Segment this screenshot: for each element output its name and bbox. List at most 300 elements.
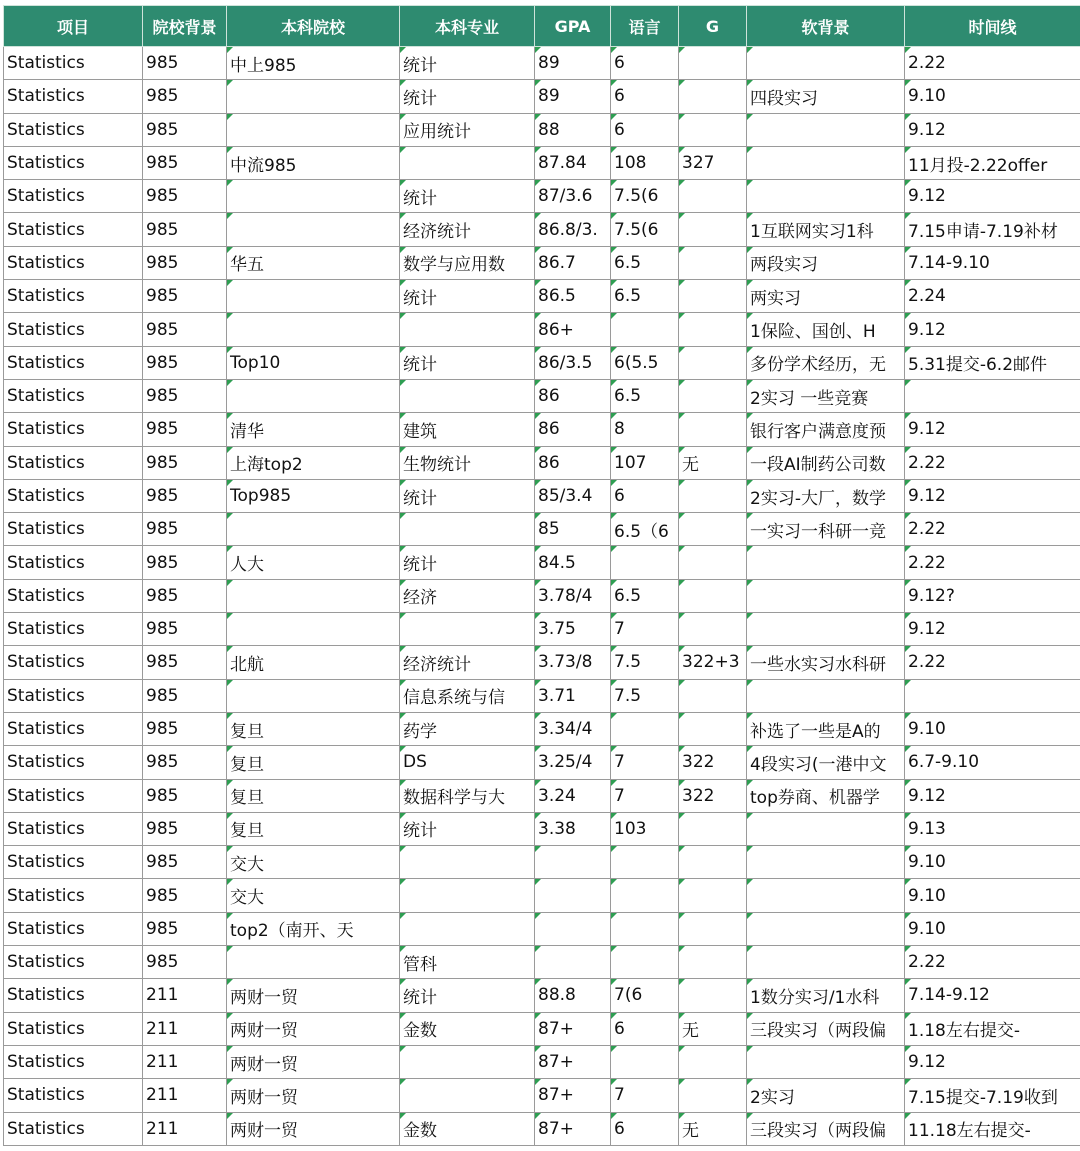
cell-undergrad-school[interactable]: 上海top2 (227, 446, 400, 479)
cell-project[interactable]: Statistics (4, 613, 143, 646)
cell-undergrad-major[interactable] (400, 513, 535, 546)
cell-project[interactable]: Statistics (4, 1112, 143, 1145)
cell-soft-background[interactable]: 2实习 一些竞赛 (747, 379, 905, 412)
cell-gpa[interactable]: 87/3.6 (535, 180, 611, 213)
cell-undergrad-school[interactable]: 中上985 (227, 47, 400, 80)
cell-undergrad-school[interactable]: 复旦 (227, 812, 400, 845)
cell-soft-background[interactable] (747, 846, 905, 879)
cell-gre[interactable] (679, 879, 747, 912)
cell-undergrad-major[interactable] (400, 313, 535, 346)
cell-timeline[interactable]: 9.10 (905, 912, 1080, 945)
cell-soft-background[interactable] (747, 879, 905, 912)
cell-school-tier[interactable]: 985 (143, 446, 227, 479)
cell-project[interactable]: Statistics (4, 712, 143, 745)
cell-undergrad-school[interactable] (227, 280, 400, 313)
cell-language[interactable]: 7(6 (611, 979, 679, 1012)
cell-undergrad-school[interactable]: 人大 (227, 546, 400, 579)
cell-soft-background[interactable]: 4段实习(一港中文 (747, 746, 905, 779)
cell-undergrad-school[interactable]: Top10 (227, 346, 400, 379)
cell-project[interactable]: Statistics (4, 879, 143, 912)
cell-undergrad-major[interactable]: 统计 (400, 979, 535, 1012)
cell-project[interactable]: Statistics (4, 280, 143, 313)
cell-language[interactable]: 6 (611, 1112, 679, 1145)
cell-gpa[interactable]: 3.78/4 (535, 579, 611, 612)
cell-soft-background[interactable] (747, 180, 905, 213)
cell-undergrad-major[interactable]: 统计 (400, 80, 535, 113)
cell-language[interactable]: 6(5.5 (611, 346, 679, 379)
cell-soft-background[interactable] (747, 546, 905, 579)
cell-undergrad-school[interactable]: 交大 (227, 879, 400, 912)
cell-language[interactable]: 7.5(6 (611, 180, 679, 213)
cell-undergrad-major[interactable]: 统计 (400, 180, 535, 213)
cell-timeline[interactable] (905, 379, 1080, 412)
cell-project[interactable]: Statistics (4, 1079, 143, 1112)
cell-undergrad-school[interactable] (227, 313, 400, 346)
cell-gpa[interactable]: 86 (535, 379, 611, 412)
cell-language[interactable]: 6 (611, 47, 679, 80)
cell-gre[interactable]: 无 (679, 446, 747, 479)
cell-soft-background[interactable]: 2实习-大厂，数学 (747, 479, 905, 512)
cell-timeline[interactable]: 2.22 (905, 446, 1080, 479)
cell-undergrad-major[interactable] (400, 613, 535, 646)
cell-undergrad-school[interactable] (227, 579, 400, 612)
cell-gre[interactable] (679, 47, 747, 80)
cell-undergrad-school[interactable]: 中流985 (227, 146, 400, 179)
cell-soft-background[interactable]: 两段实习 (747, 246, 905, 279)
cell-undergrad-school[interactable]: Top985 (227, 479, 400, 512)
cell-undergrad-major[interactable]: 统计 (400, 479, 535, 512)
cell-gpa[interactable]: 86+ (535, 313, 611, 346)
cell-gpa[interactable]: 86.7 (535, 246, 611, 279)
cell-school-tier[interactable]: 985 (143, 213, 227, 246)
header-timeline[interactable]: 时间线 (905, 6, 1080, 47)
cell-project[interactable]: Statistics (4, 446, 143, 479)
cell-project[interactable]: Statistics (4, 379, 143, 412)
cell-timeline[interactable]: 5.31提交-6.2邮件 (905, 346, 1080, 379)
cell-gre[interactable] (679, 413, 747, 446)
cell-gre[interactable] (679, 246, 747, 279)
cell-gre[interactable] (679, 812, 747, 845)
cell-gpa[interactable]: 85/3.4 (535, 479, 611, 512)
cell-gre[interactable] (679, 280, 747, 313)
cell-undergrad-school[interactable] (227, 113, 400, 146)
cell-project[interactable]: Statistics (4, 146, 143, 179)
cell-undergrad-major[interactable]: 经济统计 (400, 213, 535, 246)
cell-soft-background[interactable] (747, 146, 905, 179)
cell-school-tier[interactable]: 985 (143, 646, 227, 679)
cell-gpa[interactable]: 87+ (535, 1012, 611, 1045)
cell-undergrad-school[interactable] (227, 180, 400, 213)
cell-undergrad-major[interactable] (400, 879, 535, 912)
cell-timeline[interactable]: 2.24 (905, 280, 1080, 313)
cell-language[interactable] (611, 912, 679, 945)
cell-gpa[interactable]: 3.73/8 (535, 646, 611, 679)
header-gre[interactable]: G (679, 6, 747, 47)
cell-gre[interactable] (679, 712, 747, 745)
cell-undergrad-major[interactable] (400, 846, 535, 879)
cell-timeline[interactable]: 9.10 (905, 712, 1080, 745)
cell-undergrad-school[interactable]: 复旦 (227, 746, 400, 779)
cell-timeline[interactable]: 6.7-9.10 (905, 746, 1080, 779)
cell-project[interactable]: Statistics (4, 779, 143, 812)
cell-school-tier[interactable]: 985 (143, 579, 227, 612)
cell-project[interactable]: Statistics (4, 246, 143, 279)
cell-gpa[interactable]: 86.5 (535, 280, 611, 313)
cell-gpa[interactable] (535, 912, 611, 945)
cell-timeline[interactable]: 7.15申请-7.19补材 (905, 213, 1080, 246)
cell-school-tier[interactable]: 985 (143, 946, 227, 979)
cell-soft-background[interactable]: 1互联网实习1科 (747, 213, 905, 246)
cell-school-tier[interactable]: 985 (143, 712, 227, 745)
cell-timeline[interactable] (905, 679, 1080, 712)
cell-undergrad-major[interactable]: 管科 (400, 946, 535, 979)
cell-language[interactable]: 7.5 (611, 646, 679, 679)
cell-gpa[interactable]: 88.8 (535, 979, 611, 1012)
cell-school-tier[interactable]: 985 (143, 280, 227, 313)
cell-project[interactable]: Statistics (4, 213, 143, 246)
cell-project[interactable]: Statistics (4, 679, 143, 712)
cell-school-tier[interactable]: 985 (143, 47, 227, 80)
cell-language[interactable] (611, 546, 679, 579)
cell-undergrad-school[interactable]: 两财一贸 (227, 1112, 400, 1145)
cell-gpa[interactable]: 87+ (535, 1112, 611, 1145)
cell-soft-background[interactable]: 一实习一科研一竞 (747, 513, 905, 546)
cell-undergrad-school[interactable]: 交大 (227, 846, 400, 879)
cell-gpa[interactable]: 3.71 (535, 679, 611, 712)
cell-undergrad-major[interactable] (400, 912, 535, 945)
cell-gpa[interactable]: 3.34/4 (535, 712, 611, 745)
cell-timeline[interactable]: 2.22 (905, 47, 1080, 80)
cell-gpa[interactable] (535, 946, 611, 979)
cell-school-tier[interactable]: 985 (143, 113, 227, 146)
cell-school-tier[interactable]: 211 (143, 979, 227, 1012)
cell-timeline[interactable]: 9.12 (905, 479, 1080, 512)
cell-timeline[interactable]: 9.12 (905, 180, 1080, 213)
cell-school-tier[interactable]: 211 (143, 1045, 227, 1078)
cell-school-tier[interactable]: 985 (143, 479, 227, 512)
cell-undergrad-major[interactable]: 金数 (400, 1012, 535, 1045)
cell-project[interactable]: Statistics (4, 646, 143, 679)
cell-soft-background[interactable]: 1保险、国创、H (747, 313, 905, 346)
cell-undergrad-school[interactable]: 两财一贸 (227, 979, 400, 1012)
cell-gre[interactable] (679, 912, 747, 945)
cell-gre[interactable] (679, 846, 747, 879)
cell-gpa[interactable]: 85 (535, 513, 611, 546)
cell-project[interactable]: Statistics (4, 946, 143, 979)
cell-soft-background[interactable] (747, 812, 905, 845)
cell-language[interactable]: 6.5（6 (611, 513, 679, 546)
cell-soft-background[interactable] (747, 113, 905, 146)
cell-school-tier[interactable]: 985 (143, 679, 227, 712)
cell-undergrad-major[interactable]: 数学与应用数 (400, 246, 535, 279)
cell-undergrad-school[interactable] (227, 513, 400, 546)
header-gpa[interactable]: GPA (535, 6, 611, 47)
cell-gpa[interactable]: 86/3.5 (535, 346, 611, 379)
cell-undergrad-major[interactable]: 统计 (400, 812, 535, 845)
cell-undergrad-major[interactable]: 统计 (400, 47, 535, 80)
cell-timeline[interactable]: 9.12 (905, 1045, 1080, 1078)
cell-project[interactable]: Statistics (4, 846, 143, 879)
cell-soft-background[interactable]: 补选了一些是A的 (747, 712, 905, 745)
cell-soft-background[interactable]: 一段AI制药公司数 (747, 446, 905, 479)
cell-timeline[interactable]: 9.12 (905, 779, 1080, 812)
cell-project[interactable]: Statistics (4, 479, 143, 512)
cell-gpa[interactable]: 88 (535, 113, 611, 146)
cell-school-tier[interactable]: 985 (143, 246, 227, 279)
cell-soft-background[interactable]: 一些水实习水科研 (747, 646, 905, 679)
cell-soft-background[interactable] (747, 1045, 905, 1078)
cell-gpa[interactable]: 3.25/4 (535, 746, 611, 779)
cell-language[interactable]: 8 (611, 413, 679, 446)
cell-timeline[interactable]: 9.10 (905, 879, 1080, 912)
cell-undergrad-major[interactable]: 药学 (400, 712, 535, 745)
cell-gpa[interactable]: 89 (535, 47, 611, 80)
cell-language[interactable]: 6.5 (611, 379, 679, 412)
cell-undergrad-school[interactable] (227, 613, 400, 646)
cell-gre[interactable] (679, 180, 747, 213)
cell-language[interactable]: 6.5 (611, 246, 679, 279)
cell-language[interactable]: 7 (611, 1079, 679, 1112)
cell-timeline[interactable]: 2.22 (905, 946, 1080, 979)
cell-soft-background[interactable] (747, 47, 905, 80)
cell-gre[interactable]: 322 (679, 779, 747, 812)
cell-gpa[interactable]: 86 (535, 446, 611, 479)
cell-timeline[interactable]: 7.14-9.12 (905, 979, 1080, 1012)
cell-school-tier[interactable]: 985 (143, 879, 227, 912)
cell-project[interactable]: Statistics (4, 513, 143, 546)
cell-soft-background[interactable]: 多份学术经历，无 (747, 346, 905, 379)
cell-soft-background[interactable] (747, 613, 905, 646)
cell-project[interactable]: Statistics (4, 1045, 143, 1078)
cell-project[interactable]: Statistics (4, 180, 143, 213)
cell-soft-background[interactable] (747, 679, 905, 712)
cell-soft-background[interactable]: 三段实习（两段偏 (747, 1012, 905, 1045)
cell-gre[interactable]: 322 (679, 746, 747, 779)
cell-school-tier[interactable]: 985 (143, 80, 227, 113)
cell-language[interactable]: 7.5 (611, 679, 679, 712)
cell-gre[interactable] (679, 379, 747, 412)
cell-soft-background[interactable] (747, 579, 905, 612)
cell-school-tier[interactable]: 985 (143, 746, 227, 779)
cell-gre[interactable] (679, 613, 747, 646)
cell-gre[interactable]: 327 (679, 146, 747, 179)
cell-timeline[interactable]: 9.12 (905, 613, 1080, 646)
cell-language[interactable]: 103 (611, 812, 679, 845)
cell-timeline[interactable]: 2.22 (905, 546, 1080, 579)
cell-language[interactable]: 7 (611, 746, 679, 779)
cell-undergrad-school[interactable] (227, 679, 400, 712)
cell-project[interactable]: Statistics (4, 313, 143, 346)
cell-language[interactable]: 107 (611, 446, 679, 479)
cell-undergrad-school[interactable]: 复旦 (227, 712, 400, 745)
cell-project[interactable]: Statistics (4, 113, 143, 146)
cell-language[interactable]: 6 (611, 1012, 679, 1045)
cell-project[interactable]: Statistics (4, 912, 143, 945)
cell-language[interactable] (611, 946, 679, 979)
cell-undergrad-major[interactable]: 建筑 (400, 413, 535, 446)
cell-timeline[interactable]: 2.22 (905, 513, 1080, 546)
cell-undergrad-major[interactable]: 统计 (400, 346, 535, 379)
cell-school-tier[interactable]: 985 (143, 812, 227, 845)
cell-school-tier[interactable]: 985 (143, 413, 227, 446)
cell-timeline[interactable]: 7.15提交-7.19收到 (905, 1079, 1080, 1112)
cell-undergrad-school[interactable]: 两财一贸 (227, 1012, 400, 1045)
cell-gre[interactable] (679, 113, 747, 146)
cell-school-tier[interactable]: 985 (143, 180, 227, 213)
cell-school-tier[interactable]: 211 (143, 1079, 227, 1112)
cell-language[interactable]: 7 (611, 613, 679, 646)
cell-undergrad-major[interactable]: 生物统计 (400, 446, 535, 479)
cell-language[interactable]: 6 (611, 80, 679, 113)
cell-timeline[interactable]: 9.12 (905, 113, 1080, 146)
cell-gpa[interactable]: 87+ (535, 1079, 611, 1112)
cell-project[interactable]: Statistics (4, 346, 143, 379)
cell-undergrad-major[interactable]: 经济统计 (400, 646, 535, 679)
cell-school-tier[interactable]: 985 (143, 846, 227, 879)
cell-undergrad-major[interactable] (400, 379, 535, 412)
cell-gpa[interactable] (535, 879, 611, 912)
cell-timeline[interactable]: 7.14-9.10 (905, 246, 1080, 279)
cell-project[interactable]: Statistics (4, 746, 143, 779)
cell-gre[interactable] (679, 946, 747, 979)
cell-undergrad-major[interactable]: 经济 (400, 579, 535, 612)
cell-undergrad-school[interactable]: 北航 (227, 646, 400, 679)
cell-school-tier[interactable]: 985 (143, 379, 227, 412)
cell-gre[interactable]: 322+3 (679, 646, 747, 679)
cell-project[interactable]: Statistics (4, 546, 143, 579)
cell-timeline[interactable]: 11.18左右提交- (905, 1112, 1080, 1145)
cell-timeline[interactable]: 9.12 (905, 313, 1080, 346)
cell-language[interactable] (611, 846, 679, 879)
cell-gpa[interactable]: 86.8/3. (535, 213, 611, 246)
cell-gpa[interactable]: 87.84 (535, 146, 611, 179)
cell-undergrad-major[interactable] (400, 1045, 535, 1078)
cell-language[interactable] (611, 712, 679, 745)
cell-project[interactable]: Statistics (4, 1012, 143, 1045)
cell-gre[interactable] (679, 346, 747, 379)
header-project[interactable]: 项目 (4, 6, 143, 47)
cell-language[interactable]: 6.5 (611, 579, 679, 612)
cell-gpa[interactable]: 84.5 (535, 546, 611, 579)
cell-gpa[interactable]: 89 (535, 80, 611, 113)
cell-soft-background[interactable] (747, 912, 905, 945)
cell-undergrad-major[interactable]: 金数 (400, 1112, 535, 1145)
cell-gpa[interactable] (535, 846, 611, 879)
cell-language[interactable]: 7 (611, 779, 679, 812)
cell-undergrad-major[interactable]: 统计 (400, 280, 535, 313)
cell-undergrad-major[interactable]: 应用统计 (400, 113, 535, 146)
cell-timeline[interactable]: 9.10 (905, 80, 1080, 113)
cell-undergrad-school[interactable]: 华五 (227, 246, 400, 279)
cell-gre[interactable]: 无 (679, 1112, 747, 1145)
cell-language[interactable] (611, 879, 679, 912)
cell-soft-background[interactable]: top券商、机器学 (747, 779, 905, 812)
cell-undergrad-school[interactable]: 清华 (227, 413, 400, 446)
cell-language[interactable]: 6.5 (611, 280, 679, 313)
cell-school-tier[interactable]: 211 (143, 1112, 227, 1145)
cell-timeline[interactable]: 2.22 (905, 646, 1080, 679)
cell-undergrad-major[interactable]: 数据科学与大 (400, 779, 535, 812)
cell-school-tier[interactable]: 211 (143, 1012, 227, 1045)
cell-undergrad-school[interactable]: 两财一贸 (227, 1045, 400, 1078)
cell-soft-background[interactable]: 1数分实习/1水科 (747, 979, 905, 1012)
cell-timeline[interactable]: 11月投-2.22offer (905, 146, 1080, 179)
cell-gpa[interactable]: 87+ (535, 1045, 611, 1078)
cell-project[interactable]: Statistics (4, 413, 143, 446)
cell-school-tier[interactable]: 985 (143, 546, 227, 579)
cell-soft-background[interactable]: 三段实习（两段偏 (747, 1112, 905, 1145)
cell-school-tier[interactable]: 985 (143, 912, 227, 945)
cell-undergrad-major[interactable]: 信息系统与信 (400, 679, 535, 712)
cell-gpa[interactable]: 3.24 (535, 779, 611, 812)
header-undergrad-school[interactable]: 本科院校 (227, 6, 400, 47)
cell-language[interactable]: 7.5(6 (611, 213, 679, 246)
cell-undergrad-school[interactable]: 复旦 (227, 779, 400, 812)
cell-gre[interactable] (679, 1079, 747, 1112)
header-language[interactable]: 语言 (611, 6, 679, 47)
cell-gre[interactable] (679, 546, 747, 579)
cell-soft-background[interactable]: 四段实习 (747, 80, 905, 113)
cell-gpa[interactable]: 86 (535, 413, 611, 446)
cell-soft-background[interactable]: 银行客户满意度预 (747, 413, 905, 446)
cell-undergrad-major[interactable] (400, 1079, 535, 1112)
cell-language[interactable]: 108 (611, 146, 679, 179)
cell-undergrad-school[interactable] (227, 379, 400, 412)
cell-gre[interactable] (679, 1045, 747, 1078)
cell-undergrad-major[interactable]: 统计 (400, 546, 535, 579)
cell-gre[interactable] (679, 213, 747, 246)
header-school-tier[interactable]: 院校背景 (143, 6, 227, 47)
cell-undergrad-school[interactable]: 两财一贸 (227, 1079, 400, 1112)
cell-project[interactable]: Statistics (4, 812, 143, 845)
cell-undergrad-school[interactable] (227, 946, 400, 979)
cell-project[interactable]: Statistics (4, 80, 143, 113)
cell-undergrad-school[interactable] (227, 213, 400, 246)
cell-gre[interactable] (679, 679, 747, 712)
cell-undergrad-school[interactable] (227, 80, 400, 113)
cell-gre[interactable] (679, 979, 747, 1012)
cell-soft-background[interactable] (747, 946, 905, 979)
cell-timeline[interactable]: 9.13 (905, 812, 1080, 845)
cell-school-tier[interactable]: 985 (143, 613, 227, 646)
cell-soft-background[interactable]: 2实习 (747, 1079, 905, 1112)
cell-gre[interactable] (679, 80, 747, 113)
cell-timeline[interactable]: 9.12? (905, 579, 1080, 612)
cell-school-tier[interactable]: 985 (143, 513, 227, 546)
cell-language[interactable] (611, 1045, 679, 1078)
header-undergrad-major[interactable]: 本科专业 (400, 6, 535, 47)
cell-gre[interactable]: 无 (679, 1012, 747, 1045)
cell-language[interactable]: 6 (611, 479, 679, 512)
cell-timeline[interactable]: 9.12 (905, 413, 1080, 446)
cell-undergrad-major[interactable]: DS (400, 746, 535, 779)
cell-gpa[interactable]: 3.75 (535, 613, 611, 646)
cell-language[interactable] (611, 313, 679, 346)
cell-soft-background[interactable]: 两实习 (747, 280, 905, 313)
cell-gre[interactable] (679, 479, 747, 512)
cell-gpa[interactable]: 3.38 (535, 812, 611, 845)
cell-school-tier[interactable]: 985 (143, 146, 227, 179)
cell-undergrad-major[interactable] (400, 146, 535, 179)
cell-undergrad-school[interactable]: top2（南开、天 (227, 912, 400, 945)
cell-gre[interactable] (679, 579, 747, 612)
cell-project[interactable]: Statistics (4, 579, 143, 612)
cell-timeline[interactable]: 9.10 (905, 846, 1080, 879)
cell-language[interactable]: 6 (611, 113, 679, 146)
cell-gre[interactable] (679, 313, 747, 346)
cell-school-tier[interactable]: 985 (143, 346, 227, 379)
cell-school-tier[interactable]: 985 (143, 313, 227, 346)
